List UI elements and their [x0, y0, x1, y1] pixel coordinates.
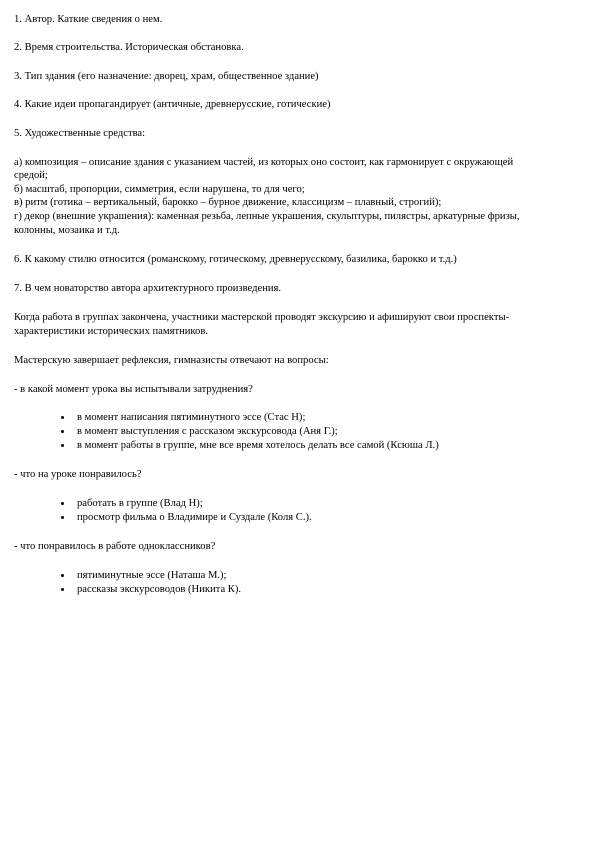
means-decor-cont: колонны, мозаика и т.д. — [14, 225, 120, 236]
bullet-icon — [61, 430, 64, 433]
list-item: пятиминутные эссе (Наташа М.); — [77, 570, 227, 581]
item-artistic-means: 5. Художественные средства: — [14, 128, 146, 139]
list-item: работать в группе (Влад Н); — [77, 498, 203, 509]
item-ideas: 4. Какие идеи пропагандирует (античные, древнерусские, готические) — [14, 99, 331, 110]
list-item: рассказы экскурсоводов (Никита К). — [77, 584, 242, 595]
groups-paragraph-line1: Когда работа в группах закончена, участники мастерской проводят экскурсию и афишируют свои проспекты- — [14, 312, 510, 323]
bullet-icon — [61, 516, 64, 519]
means-composition: а) композиция – описание здания с указанием частей, из которых оно состоит, как гармонирует с окружающей — [14, 157, 514, 168]
reflection-intro: Мастерскую завершает рефлексия, гимназисты отвечают на вопросы: — [14, 355, 329, 366]
groups-paragraph-line2: характеристики исторических памятников. — [14, 326, 208, 337]
list-item: в момент выступления с рассказом экскурсовода (Аня Г.); — [77, 426, 338, 437]
item-innovation: 7. В чем новаторство автора архитектурного произведения. — [14, 283, 282, 294]
item-author: 1. Автор. Каткие сведения о нем. — [14, 14, 163, 25]
item-construction-time: 2. Время строительства. Историческая обстановка. — [14, 42, 244, 53]
item-building-type: 3. Тип здания (его назначение: дворец, храм, общественное здание) — [14, 71, 319, 82]
question-liked: - что на уроке понравилось? — [14, 469, 142, 480]
question-difficulties: - в какой момент урока вы испытывали затруднения? — [14, 384, 253, 395]
item-style: 6. К какому стилю относится (романскому, готическому, древнерусскому, базилика, барокко и т.д.) — [14, 254, 457, 265]
list-item: в момент работы в группе, мне все время хотелось делать все самой (Ксюша Л.) — [77, 440, 439, 451]
means-scale: б) масштаб, пропорции, симметрия, если нарушена, то для чего; — [14, 184, 305, 195]
bullet-icon — [61, 574, 64, 577]
means-decor: г) декор (внешние украшения): каменная резьба, лепные украшения, скульптуры, пилястры, аркатурные фризы, — [14, 211, 520, 222]
bullet-icon — [61, 502, 64, 505]
list-item: в момент написания пятиминутного эссе (Стас Н); — [77, 412, 306, 423]
list-item: просмотр фильма о Владимире и Суздале (Коля С.). — [77, 512, 312, 523]
bullet-icon — [61, 416, 64, 419]
question-classmates: - что понравилось в работе одноклассников? — [14, 541, 216, 552]
bullet-icon — [61, 444, 64, 447]
means-rhythm: в) ритм (готика – вертикальный, барокко – бурное движение, классицизм – плавный, строгий); — [14, 197, 442, 208]
means-composition-cont: средой; — [14, 170, 48, 181]
bullet-icon — [61, 588, 64, 591]
